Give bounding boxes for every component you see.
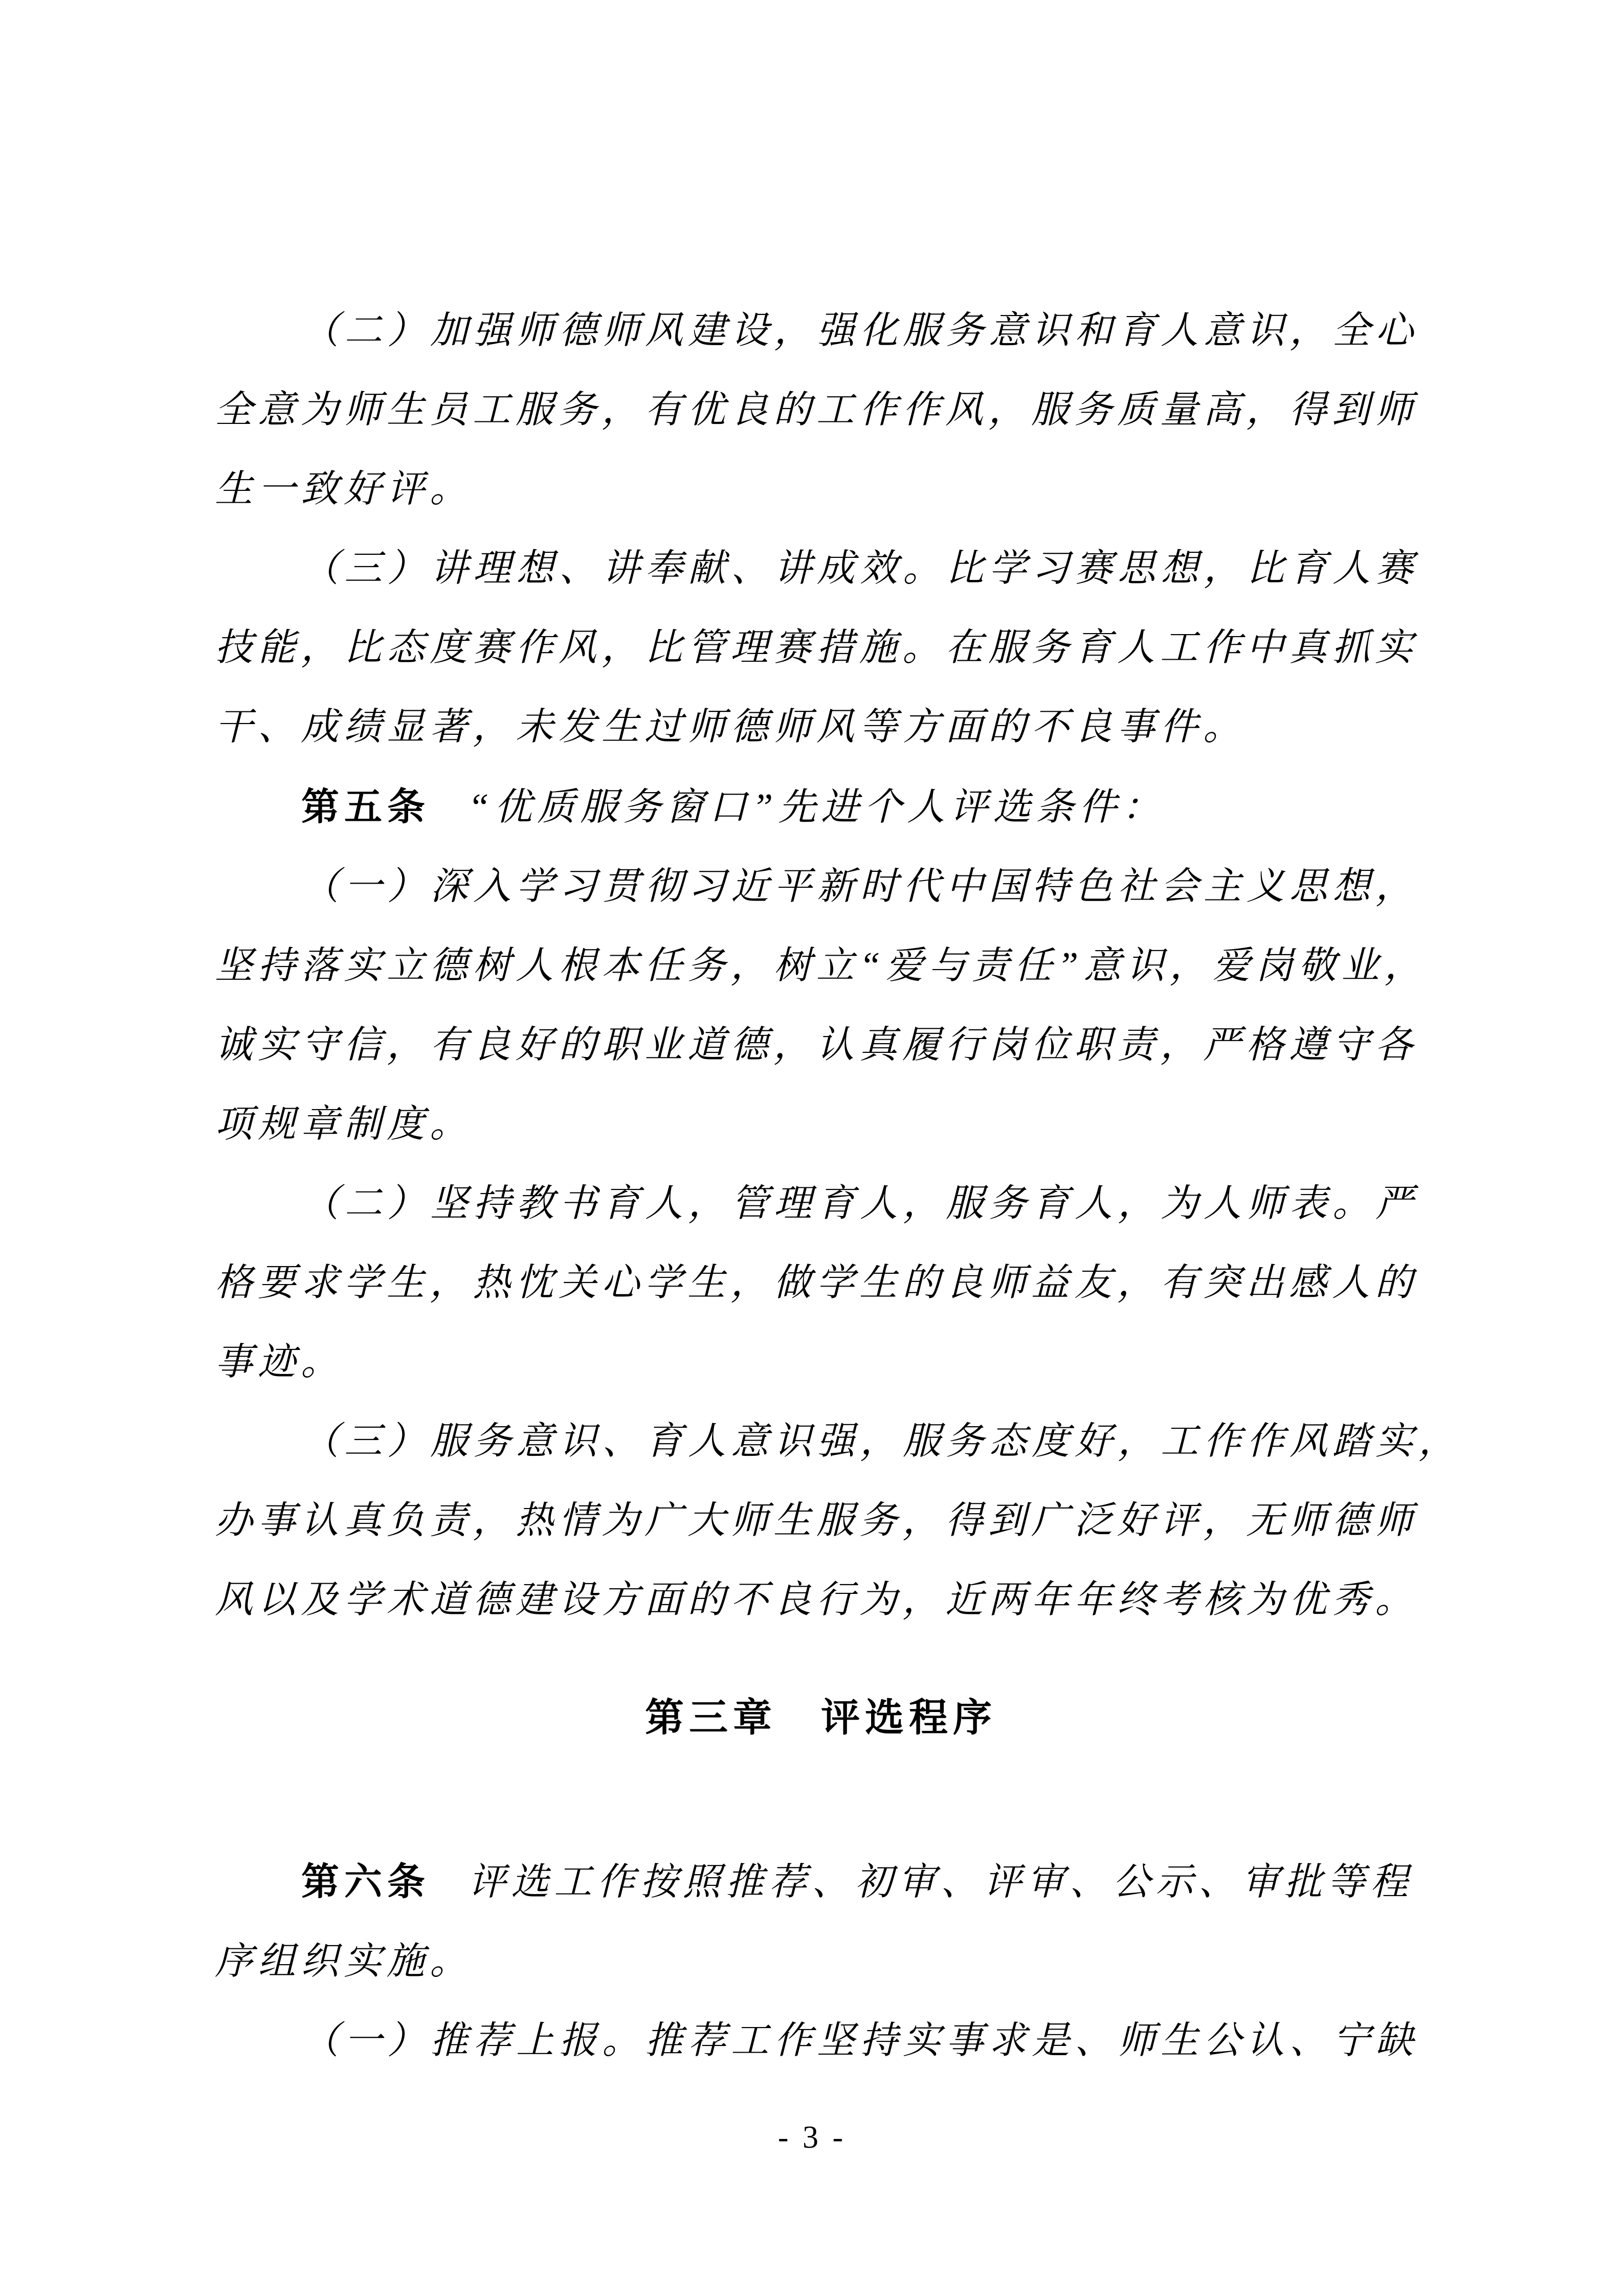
document-body bbox=[215, 291, 1461, 2081]
text-line: 序组织实施。 bbox=[215, 1941, 473, 1983]
paragraph bbox=[215, 1164, 1427, 1402]
text-line: 风以及学术道德建设方面的不良行为，近两年年终考核为优秀。 bbox=[215, 1579, 1418, 1621]
paragraph-article-5 bbox=[215, 767, 1427, 847]
text-line: 诚实守信，有良好的职业道德，认真履行岗位职责，严格遵守各 bbox=[215, 1024, 1418, 1066]
paragraph bbox=[215, 1402, 1461, 1640]
text-line: 全意为师生员工服务，有优良的工作作风，服务质量高，得到师 bbox=[215, 389, 1418, 431]
paragraph bbox=[215, 847, 1427, 1164]
article-label-6: 第六条 bbox=[301, 1860, 430, 1903]
chapter-3-heading: 第三章 评选程序 bbox=[645, 1696, 997, 1740]
text-line: 干、成绩显著，未发生过师德师风等方面的不良事件。 bbox=[215, 706, 1246, 748]
text-line: （一）推荐上报。推荐工作坚持实事求是、师生公认、宁缺 bbox=[301, 2020, 1418, 2062]
text-line bbox=[215, 767, 1427, 847]
text-line: 办事认真负责，热情为广大师生服务，得到广泛好评，无师德师 bbox=[215, 1500, 1418, 1542]
text-line: 技能，比态度赛作风，比管理赛措施。在服务育人工作中真抓实 bbox=[215, 627, 1418, 669]
text-line: （三）服务意识、育人意识强，服务态度好，工作作风踏实， bbox=[301, 1421, 1461, 1462]
text-line: 格要求学生，热忱关心学生，做学生的良师益友，有突出感人的 bbox=[215, 1262, 1418, 1304]
article-label-5: 第五条 bbox=[301, 785, 430, 828]
text-line: （二）加强师德师风建设，强化服务意识和育人意识，全心 bbox=[301, 310, 1418, 352]
text-line: 坚持落实立德树人根本任务，树立“爱与责任”意识，爱岗敬业， bbox=[215, 945, 1428, 987]
text-line: 生一致好评。 bbox=[215, 468, 473, 510]
text-line: （二）坚持教书育人，管理育人，服务育人，为人师表。严 bbox=[301, 1183, 1418, 1225]
article-body-text: 评选工作按照推荐、初审、评审、公示、审批等程 bbox=[468, 1861, 1413, 1903]
paragraph bbox=[215, 2001, 1427, 2081]
text-line: 事迹。 bbox=[215, 1341, 344, 1383]
paragraph bbox=[215, 529, 1427, 767]
text-line: （三）讲理想、讲奉献、讲成效。比学习赛思想，比育人赛 bbox=[301, 548, 1418, 590]
page-number: - 3 - bbox=[777, 2120, 847, 2155]
paragraph-article-6 bbox=[215, 1842, 1427, 2001]
paragraph bbox=[215, 291, 1427, 529]
text-line: （一）深入学习贯彻习近平新时代中国特色社会主义思想， bbox=[301, 866, 1418, 908]
text-line bbox=[215, 1842, 1427, 1922]
article-title-text: “优质服务窗口”先进个人评选条件： bbox=[468, 786, 1165, 828]
text-line: 项规章制度。 bbox=[215, 1104, 473, 1145]
